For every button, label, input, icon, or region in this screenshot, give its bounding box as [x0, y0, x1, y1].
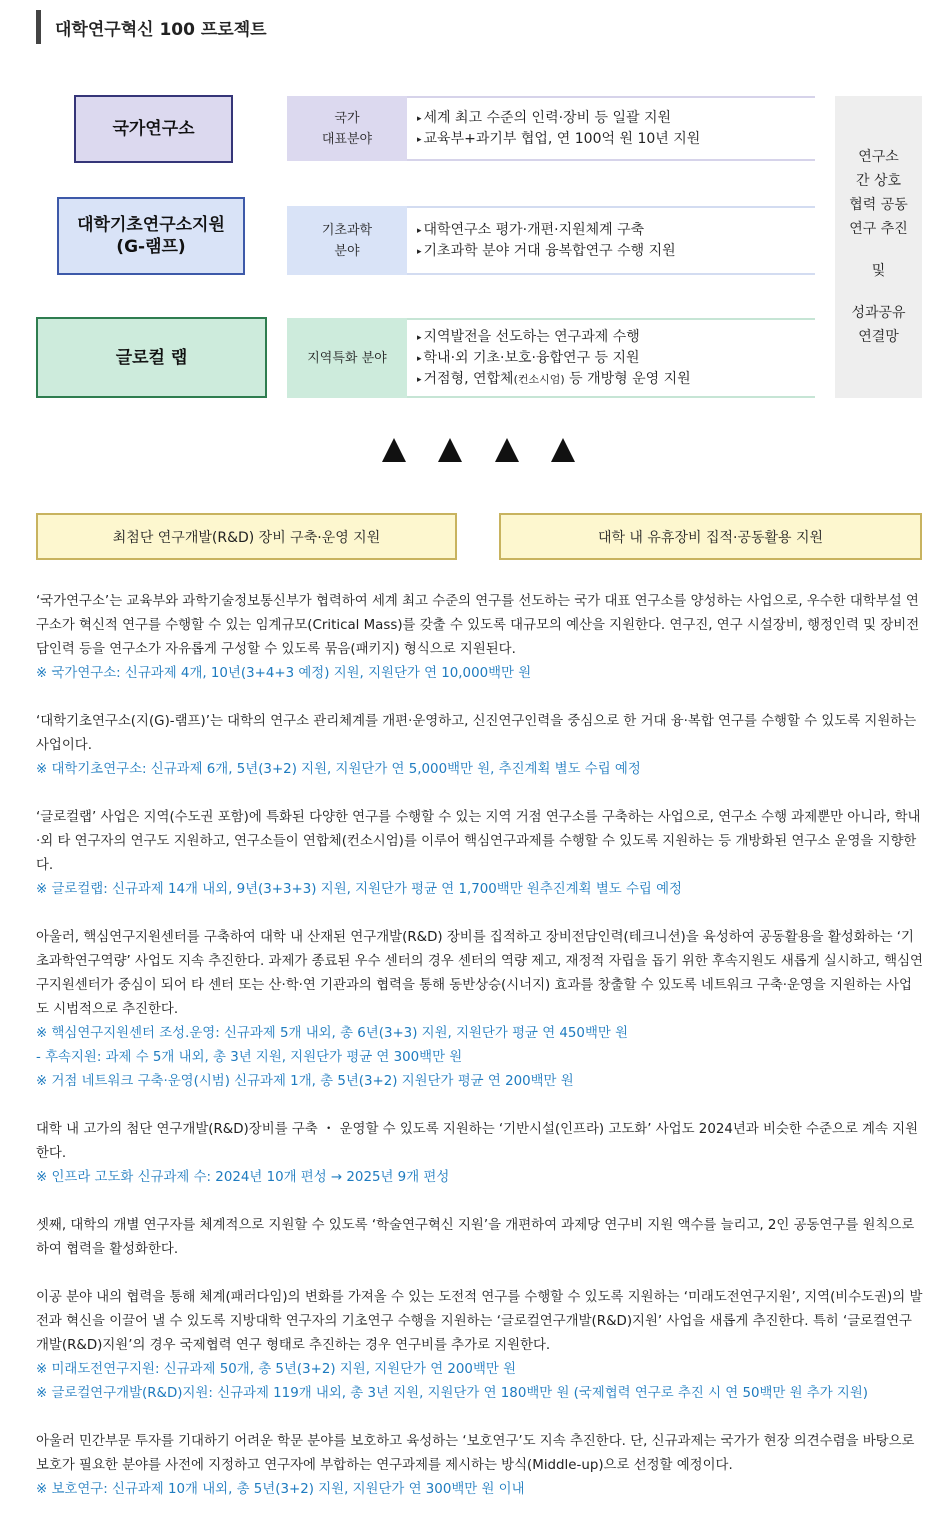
paragraph: ‘대학기초연구소(지(G)-램프)’는 대학의 연구소 관리체계를 개편·운영하고, 신진연구인력을 중심으로 한 거대 융·복합 연구를 수행할 수 있도록 지원하는 사업이다. ※ 대학기초연구소: 신규과제 6개, 5년(3+2) 지원, 지원단가 연 5,000백만 원, 추진계획 별도 수립 예정	[36, 710, 924, 782]
description-basic	[407, 206, 815, 275]
category-basic-line2: 분야	[334, 243, 360, 259]
note: ※ 인프라 고도화 신규과제 수: 2024년 10개 편성 → 2025년 9개 편성	[36, 1170, 450, 1185]
list-item: ▸ 학내·외 기초·보호·융합연구 등 지원	[417, 349, 640, 366]
list-item: ▸ 교육부+과기부 협업, 연 100억 원 10년 지원	[417, 130, 701, 147]
category-national-line1: 국가	[334, 110, 360, 126]
cooperation-box: 연구소 간 상호 협력 공동 연구 추진 및 성과공유 연결망	[835, 96, 922, 398]
list-item: ▸ 기초과학 분야 거대 융복합연구 수행 지원	[417, 242, 676, 259]
category-basic-line1: 기초과학	[321, 222, 373, 238]
list-item: ▸ 거점형, 연합체(컨소시엄) 등 개방형 운영 지원	[417, 370, 691, 387]
note: ※ 거점 네트워크 구축·운영(시범) 신규과제 1개, 총 5년(3+2) 지원단가 평균 연 200백만 원	[36, 1074, 574, 1089]
category-national-line2: 대표분야	[321, 131, 373, 147]
bullet-icon: ▸	[417, 332, 422, 343]
bullet-icon: ▸	[417, 374, 422, 385]
list-item: ▸ 세계 최고 수준의 인력·장비 등 일괄 지원	[417, 109, 672, 126]
paragraph: 셋째, 대학의 개별 연구자를 체계적으로 지원할 수 있도록 ‘학술연구혁신 지원’을 개편하여 과제당 연구비 지원 액수를 늘리고, 2인 공동연구를 원칙으로 하여 협력을 활성화한다.	[36, 1218, 915, 1257]
category-glocal-label: 지역특화 분야	[307, 350, 387, 366]
paragraph: 이공 분야 내의 협력을 통해 체계(패러다임)의 변화를 가져올 수 있는 도전적 연구를 수행할 수 있도록 지원하는 ‘미래도전연구지원’, 지역(비수도권)의 발전과 혁신을 이끌어 낼 수 있도록 지방대학 연구자의 기초연구 수행을 지원하는 ‘글로컬연구개발(R&D)지원’ 사업을 새롭게 추진한다. 특히 ‘글로컬연구개발(R&D)지원’의 경우 국제협력 연구 형태로 추진하는 경우 연구비를 추가로 지원한다. ※ 미래도전연구지원: 신규과제 50개, 총 5년(3+2) 지원, 지원단가 연 200백만 원 ※ 글로컬연구개발(R&D)지원: 신규과제 119개 내외, 총 3년 지원, 지원단가 연 180백만 원 (국제협력 연구로 추진 시 연 50백만 원 추가 지원)	[36, 1286, 924, 1406]
program-name-glocal: 글로컬 랩	[115, 347, 188, 368]
description-national	[407, 96, 815, 161]
program-name-national: 국가연구소	[112, 119, 195, 139]
up-arrow-icon	[438, 438, 462, 462]
program-name-basic-line2: (G-램프)	[116, 237, 186, 257]
support-box-equipment: 최첨단 연구개발(R&D) 장비 구축·운영 지원	[36, 513, 457, 560]
category-national	[287, 96, 407, 161]
paragraph: 대학 내 고가의 첨단 연구개발(R&D)장비를 구축 ・ 운영할 수 있도록 지원하는 ‘기반시설(인프라) 고도화’ 사업도 2024년과 비슷한 수준으로 계속 지원한다. ※ 인프라 고도화 신규과제 수: 2024년 10개 편성 → 2025년 9개 편성	[36, 1118, 924, 1190]
bullet-icon: ▸	[417, 246, 422, 257]
note: ※ 미래도전연구지원: 신규과제 50개, 총 5년(3+2) 지원, 지원단가 연 200백만 원	[36, 1362, 517, 1377]
arrow-row	[0, 438, 939, 472]
program-name-basic-line1: 대학기초연구소지원	[77, 215, 225, 235]
bullet-icon: ▸	[417, 225, 422, 236]
bullet-icon: ▸	[417, 113, 422, 124]
note: ※ 글로컬연구개발(R&D)지원: 신규과제 119개 내외, 총 3년 지원, 지원단가 연 180백만 원 (국제협력 연구로 추진 시 연 50백만 원 추가 지원)	[36, 1386, 869, 1401]
program-box-national	[74, 95, 233, 163]
category-glocal	[287, 318, 407, 398]
note: ※ 보호연구: 신규과제 10개 내외, 총 5년(3+2) 지원, 지원단가 연 300백만 원 이내	[36, 1482, 525, 1497]
cooperation-connector: 및	[871, 263, 886, 279]
description-glocal	[407, 318, 815, 398]
up-arrow-icon	[551, 438, 575, 462]
category-basic	[287, 206, 407, 275]
list-item: ▸ 대학연구소 평가·개편·지원체계 구축	[417, 221, 645, 238]
bullet-icon: ▸	[417, 134, 422, 145]
note: ※ 대학기초연구소: 신규과제 6개, 5년(3+2) 지원, 지원단가 연 5,000백만 원, 추진계획 별도 수립 예정	[36, 762, 641, 777]
list-item: ▸ 지역발전을 선도하는 연구과제 수행	[417, 328, 640, 345]
up-arrow-icon	[495, 438, 519, 462]
paragraph: 아울러, 핵심연구지원센터를 구축하여 대학 내 산재된 연구개발(R&D) 장비를 집적하고 장비전담인력(테크니션)을 육성하여 공동활용을 활성화하는 ‘기초과학연구역량’ 사업도 지속 추진한다. 과제가 종료된 우수 센터의 경우 센터의 역량 제고, 재정적 자립을 돕기 위한 후속지원도 새롭게 실시하고, 핵심연구지원센터가 중심이 되어 타 센터 또는 산·학·연 기관과의 협력을 통해 동반상승(시너지) 효과를 창출할 수 있도록 네트워크 구축·운영을 지원하는 사업도 시범적으로 추진한다. ※ 핵심연구지원센터 조성.운영: 신규과제 5개 내외, 총 6년(3+3) 지원, 지원단가 평균 연 450백만 원 - 후속지원: 과제 수 5개 내외, 총 3년 지원, 지원단가 평균 연 300백만 원 ※ 거점 네트워크 구축·운영(시범) 신규과제 1개, 총 5년(3+2) 지원단가 평균 연 200백만 원	[36, 926, 924, 1094]
note: ※ 핵심연구지원센터 조성.운영: 신규과제 5개 내외, 총 6년(3+3) 지원, 지원단가 평균 연 450백만 원	[36, 1026, 629, 1041]
program-box-basic	[57, 197, 245, 275]
paragraph: ‘국가연구소’는 교육부와 과학기술정보통신부가 협력하여 세계 최고 수준의 연구를 선도하는 국가 대표 연구소를 양성하는 사업으로, 우수한 대학부설 연구소가 혁신적 연구를 수행할 수 있는 임계규모(Critical Mass)를 갖출 수 있도록 대규모의 예산을 지원한다. 연구진, 연구 시설장비, 행정인력 및 장비전담인력 등을 연구소가 자유롭게 구성할 수 있도록 묶음(패키지) 형식으로 지원된다. ※ 국가연구소: 신규과제 4개, 10년(3+4+3 예정) 지원, 지원단가 연 10,000백만 원	[36, 590, 924, 686]
body-text	[36, 590, 924, 1526]
heading-title: 대학연구혁신 100 프로젝트	[55, 19, 267, 40]
paragraph: ‘글로컬랩’ 사업은 지역(수도권 포함)에 특화된 다양한 연구를 수행할 수 있는 지역 거점 연구소를 구축하는 사업으로, 연구소 수행 과제뿐만 아니라, 학내·외 타 연구자의 연구도 지원하고, 연구소들이 연합체(컨소시엄)를 이루어 핵심연구과제를 수행할 수 있도록 지원하는 등 개방화된 연구소 운영을 지향한다. ※ 글로컬랩: 신규과제 14개 내외, 9년(3+3+3) 지원, 지원단가 평균 연 1,700백만 원추진계획 별도 수립 예정	[36, 806, 924, 902]
paragraph: 아울러 민간부문 투자를 기대하기 어려운 학문 분야를 보호하고 육성하는 ‘보호연구’도 지속 추진한다. 단, 신규과제는 국가가 현장 의견수렴을 바탕으로 보호가 필요한 분야를 사전에 지정하고 연구자에 부합하는 연구과제를 제시하는 방식(Middle-up)으로 선정할 예정이다. ※ 보호연구: 신규과제 10개 내외, 총 5년(3+2) 지원, 지원단가 연 300백만 원 이내	[36, 1430, 924, 1502]
note: ※ 글로컬랩: 신규과제 14개 내외, 9년(3+3+3) 지원, 지원단가 평균 연 1,700백만 원추진계획 별도 수립 예정	[36, 882, 682, 897]
note: ※ 국가연구소: 신규과제 4개, 10년(3+4+3 예정) 지원, 지원단가 연 10,000백만 원	[36, 666, 532, 681]
program-box-glocal	[36, 317, 267, 398]
up-arrow-icon	[382, 438, 406, 462]
support-box-shared-use: 대학 내 유휴장비 집적·공동활용 지원	[499, 513, 922, 560]
section-heading	[36, 10, 267, 44]
heading-accent-bar	[36, 10, 41, 44]
note: - 후속지원: 과제 수 5개 내외, 총 3년 지원, 지원단가 평균 연 300백만 원	[36, 1050, 463, 1065]
bullet-icon: ▸	[417, 353, 422, 364]
